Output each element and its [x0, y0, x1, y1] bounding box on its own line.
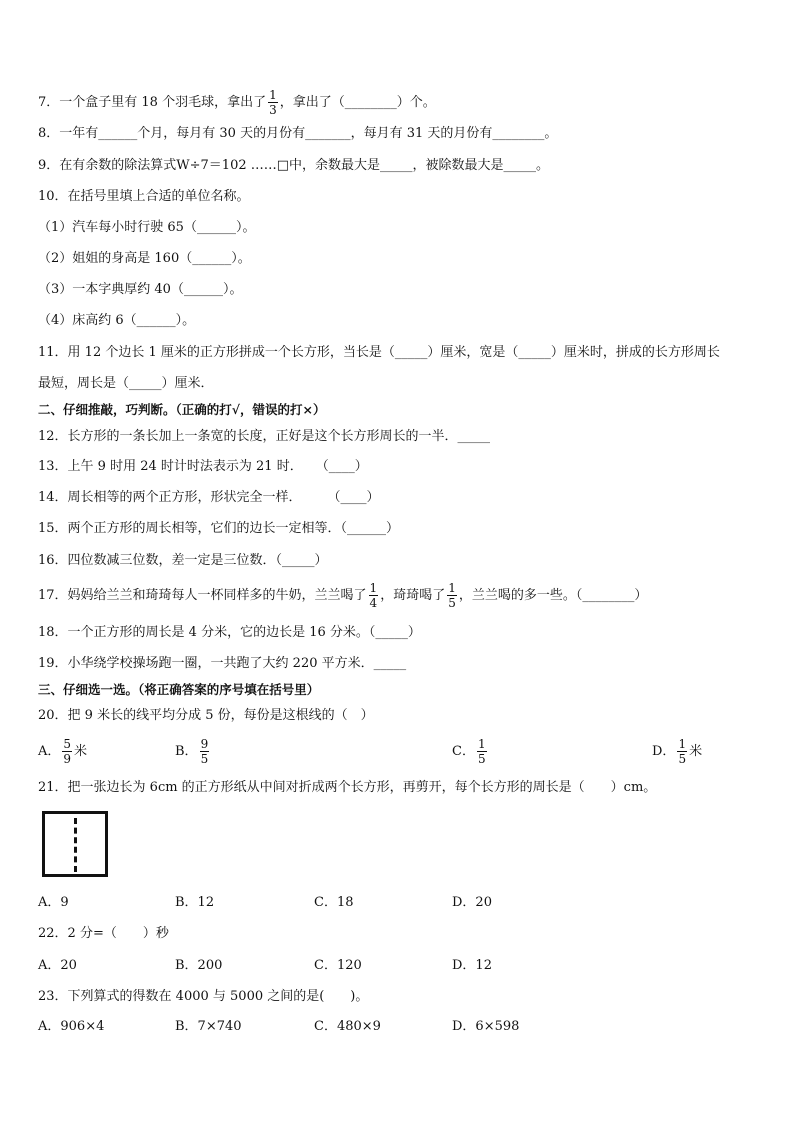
- q23-option-d: D．6×598: [452, 1019, 520, 1034]
- section-2-heading: 二、仔细推敲，巧判断。（正确的打√，错误的打×）: [38, 402, 326, 417]
- question-8: 8．一年有______个月，每月有 30 天的月份有_______，每月有 31 天的月份有________。: [38, 126, 558, 141]
- question-13: 13．上午 9 时用 24 时计时法表示为 21 时． （____）: [38, 459, 368, 474]
- question-9: 9．在有余数的除法算式W÷7＝102 ……□中，余数最大是_____，被除数最大是_____。: [38, 158, 550, 173]
- question-20-options: [38, 733, 758, 773]
- fraction: $\frac{1}{5}$: [448, 581, 456, 610]
- question-17: 17．妈妈给兰兰和琦琦每人一杯同样多的牛奶，兰兰喝了 $\frac{1}{4}$ ，琦琦喝了 $\frac{1}{5}$ ，兰兰喝的多一些。（________）: [38, 581, 648, 610]
- question-18: 18．一个正方形的周长是 4 分米，它的边长是 16 分米。（_____）: [38, 625, 421, 640]
- fraction: $\frac{9}{5}$: [200, 737, 209, 766]
- question-23: 23．下列算式的得数在 4000 与 5000 之间的是( )。: [38, 989, 369, 1004]
- q23-option-a: A．906×4: [38, 1019, 105, 1034]
- question-11-line2: 最短，周长是（_____）厘米．: [38, 376, 214, 391]
- question-10-4: （4）床高约 6（______）。: [38, 313, 196, 328]
- question-10-2: （2）姐姐的身高是 160（______）。: [38, 251, 251, 266]
- fraction: $\frac{1}{5}$: [678, 737, 687, 766]
- section-3-heading: 三、仔细选一选。（将正确答案的序号填在括号里）: [38, 682, 320, 697]
- q23-option-c: C．480×9: [314, 1019, 381, 1034]
- fraction: $\frac{1}{5}$: [477, 737, 486, 766]
- fold-line: [74, 818, 77, 872]
- question-10: 10．在括号里填上合适的单位名称。: [38, 189, 250, 204]
- q22-option-c: C．120: [314, 958, 362, 973]
- question-22: 22．2 分=（ ）秒: [38, 926, 169, 941]
- q21-option-d: D．20: [452, 895, 492, 910]
- q23-option-b: B．7×740: [175, 1019, 242, 1034]
- q21-option-a: A．9: [38, 895, 69, 910]
- question-19: 19．小华绕学校操场跑一圈，一共跑了大约 220 平方米．_____: [38, 656, 407, 671]
- question-10-3: （3）一本字典厚约 40（______）。: [38, 282, 243, 297]
- q21-option-c: C．18: [314, 895, 354, 910]
- question-21: 21．把一张边长为 6cm 的正方形纸从中间对折成两个长方形，再剪开，每个长方形的周长是（ ）cm。: [38, 780, 657, 795]
- q22-option-d: D．12: [452, 958, 492, 973]
- question-14: 14．周长相等的两个正方形，形状完全一样． （____）: [38, 490, 380, 505]
- option-a: A． $\frac{5}{9}$ 米: [38, 737, 88, 766]
- q21-option-b: B．12: [175, 895, 215, 910]
- fraction: $\frac{1}{3}$: [269, 88, 277, 117]
- question-16: 16．四位数减三位数，差一定是三位数．（_____）: [38, 553, 328, 568]
- option-b: B． $\frac{9}{5}$: [175, 737, 209, 766]
- fraction: $\frac{1}{4}$: [369, 581, 378, 610]
- folded-square-figure: [42, 811, 108, 877]
- question-10-1: （1）汽车每小时行驶 65（______）。: [38, 220, 256, 235]
- question-11-line1: 11．用 12 个边长 1 厘米的正方形拼成一个长方形，当长是（_____）厘米，宽是（_____）厘米时，拼成的长方形周长: [38, 345, 720, 360]
- question-12: 12．长方形的一条长加上一条宽的长度，正好是这个长方形周长的一半．_____: [38, 429, 491, 444]
- fraction: $\frac{5}{9}$: [63, 737, 72, 766]
- q22-option-a: A．20: [38, 958, 77, 973]
- q22-option-b: B．200: [175, 958, 223, 973]
- question-15: 15．两个正方形的周长相等，它们的边长一定相等．（______）: [38, 521, 400, 536]
- option-d: D． $\frac{1}{5}$ 米: [652, 737, 703, 766]
- question-7: 7．一个盒子里有 18 个羽毛球，拿出了 $\frac{1}{3}$ ，拿出了（________）个。: [38, 88, 436, 117]
- option-c: C． $\frac{1}{5}$: [452, 737, 486, 766]
- question-20: 20．把 9 米长的线平均分成 5 份，每份是这根线的（ ）: [38, 708, 374, 723]
